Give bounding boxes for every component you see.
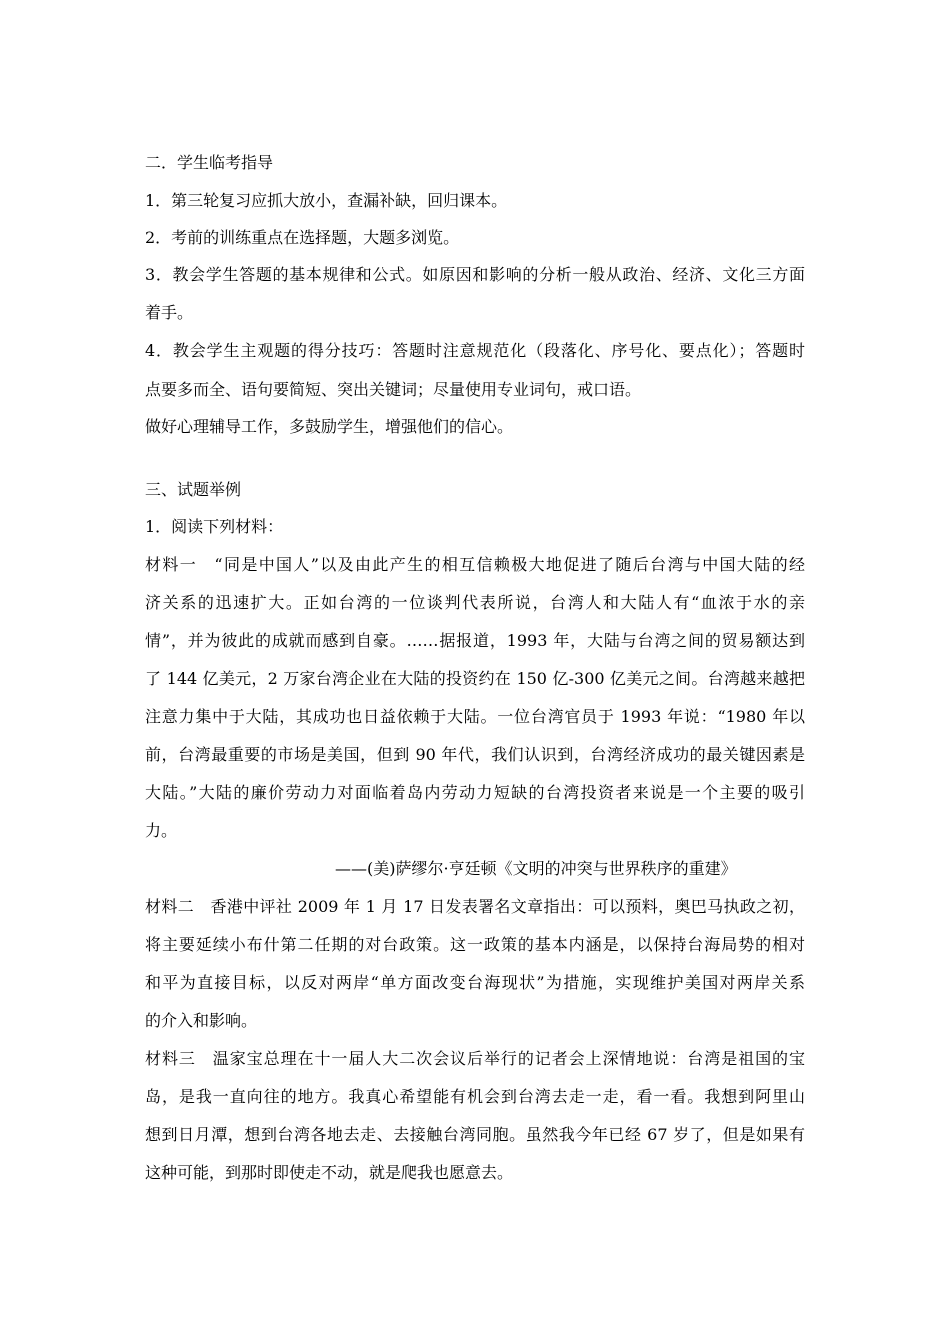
guidance-item-3-line-2: 着手。: [145, 303, 194, 322]
material-2-line: 将主要延续小布什第二任期的对台政策。这一政策的基本内涵是，以保持台海局势的相对: [145, 935, 805, 954]
guidance-item-3-line-1: 3．教会学生答题的基本规律和公式。如原因和影响的分析一般从政治、经济、文化三方面: [145, 265, 805, 284]
material-1-line: 大陆。”大陆的廉价劳动力对面临着岛内劳动力短缺的台湾投资者来说是一个主要的吸引: [145, 783, 805, 802]
question-1-intro: 1．阅读下列材料：: [145, 517, 284, 536]
section-heading-guidance: 二．学生临考指导: [145, 153, 274, 172]
material-3-line: 岛，是我一直向往的地方。我真心希望能有机会到台湾去走一走，看一看。我想到阿里山: [145, 1087, 805, 1106]
material-3-line: 想到日月潭，想到台湾各地去走、去接触台湾同胞。虽然我今年已经 67 岁了，但是如果有: [145, 1125, 805, 1144]
section-heading-examples: 三、试题举例: [145, 480, 242, 499]
material-1-line: 力。: [145, 821, 178, 840]
guidance-item-4-line-2: 点要多而全、语句要简短、突出关键词；尽量使用专业词句，戒口语。: [145, 380, 642, 399]
material-2-line: 和平为直接目标，以反对两岸“单方面改变台海现状”为措施，实现维护美国对两岸关系: [145, 973, 805, 992]
guidance-item-5: 做好心理辅导工作，多鼓励学生，增强他们的信心。: [145, 417, 514, 436]
material-1-line: 材料一 “同是中国人”以及由此产生的相互信赖极大地促进了随后台湾与中国大陆的经: [145, 555, 805, 574]
material-1-line: 注意力集中于大陆，其成功也日益依赖于大陆。一位台湾官员于 1993 年说：“1980 年以: [145, 707, 805, 726]
material-1-line: 济关系的迅速扩大。正如台湾的一位谈判代表所说，台湾人和大陆人有“血浓于水的亲: [145, 593, 805, 612]
material-3-line: 材料三 温家宝总理在十一届人大二次会议后举行的记者会上深情地说：台湾是祖国的宝: [145, 1049, 805, 1068]
material-3-line: 这种可能，到那时即使走不动，就是爬我也愿意去。: [145, 1163, 514, 1182]
guidance-item-1: 1．第三轮复习应抓大放小，查漏补缺，回归课本。: [145, 191, 508, 210]
material-1-line: 情”，并为彼此的成就而感到自豪。……据报道，1993 年，大陆与台湾之间的贸易额达到: [145, 631, 805, 650]
material-2-line: 的介入和影响。: [145, 1011, 258, 1030]
material-1-source: ——(美)萨缪尔·亨廷顿《文明的冲突与世界秩序的重建》: [335, 859, 737, 878]
material-1-line: 前，台湾最重要的市场是美国，但到 90 年代，我们认识到，台湾经济成功的最关键因素是: [145, 745, 805, 764]
material-1-line: 了 144 亿美元，2 万家台湾企业在大陆的投资约在 150 亿-300 亿美元之间。台湾越来越把: [145, 669, 805, 688]
material-2-line: 材料二 香港中评社 2009 年 1 月 17 日发表署名文章指出：可以预料，奥巴马执政之初，: [145, 897, 805, 916]
guidance-item-2: 2．考前的训练重点在选择题，大题多浏览。: [145, 228, 460, 247]
guidance-item-4-line-1: 4．教会学生主观题的得分技巧：答题时注意规范化（段落化、序号化、要点化）；答题时: [145, 341, 805, 360]
